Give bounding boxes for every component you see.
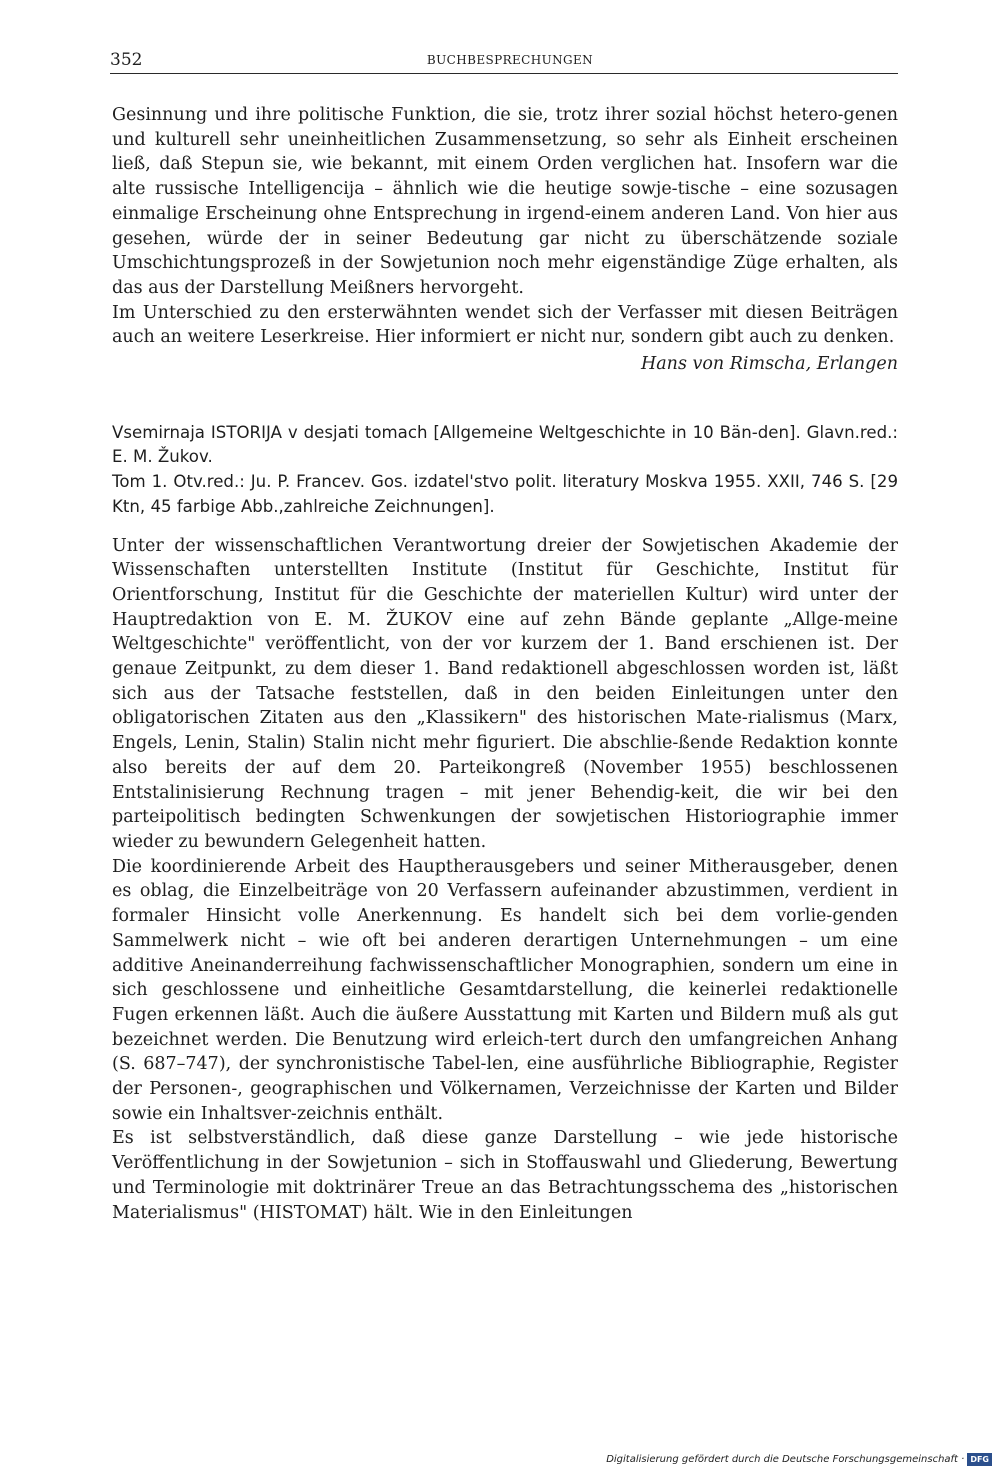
page-content [112, 103, 898, 1225]
review2-paragraph-3: Es ist selbstverständlich, daß diese ganze Darstellung – wie jede historische Veröffentlichung in der Sowjetunion – sich in Stoffauswahl und Gliederung, Bewertung und Terminologie mit doktrinärer Treue an das Betrachtungsschema des „historischen Materialismus" (HISTOMAT) hält. Wie in den Einleitungen [112, 1128, 898, 1223]
footer-credit-text: Digitalisierung gefördert durch die Deutsche Forschungsgemeinschaft · [606, 1454, 965, 1465]
review2-paragraph-2: Die koordinierende Arbeit des Hauptherausgebers und seiner Mitherausgeber, denen es oblag, die Einzelbeiträge von 20 Verfassern aufeinander abzustimmen, verdient in formaler Hinsicht volle Anerkennung. Es handelt sich bei dem vorlie-genden Sammelwerk nicht – wie oft bei anderen derartigen Unternehmungen – um eine additive Aneinanderreihung fachwissenschaftlicher Monographien, sondern um eine in sich geschlossene und einheitliche Gesamtdarstellung, die keinerlei redaktionelle Fugen erkennen läßt. Auch die äußere Ausstattung mit Karten und Bildern muß als gut bezeichnet werden. Die Benutzung wird erleich-tert durch den umfangreichen Anhang (S. 687–747), der synchronistische Tabel-len, eine ausführliche Bibliographie, Register der Personen-, geographischen und Völkernamen, Verzeichnisse der Karten und Bilder sowie ein Inhaltsver-zeichnis enthält. [112, 856, 898, 1124]
running-head: BUCHBESPRECHUNGEN [426, 53, 594, 67]
citation-publication-line: Tom 1. Otv.red.: Ju. P. Francev. Gos. izdatel'stvo polit. literatury Moskva 1955. XXII, 746 S. [29 Ktn, 45 farbige Abb.,zahlreiche Zeichnungen]. [112, 472, 898, 516]
reviewer-signature: Hans von Rimscha, Erlangen [640, 354, 898, 375]
digitization-footer [606, 1453, 992, 1466]
header-rule [110, 73, 898, 74]
review2-paragraph-1: Unter der wissenschaftlichen Verantwortung dreier der Sowjetischen Akademie der Wissenschaften unterstellten Institute (Institut für Geschichte, Institut für Orientforschung, Institut für die Geschichte der materiellen Kultur) wird unter der Hauptredaktion von E. M. ŽUKOV eine auf zehn Bände geplante „Allge-meine Weltgeschichte" veröffentlicht, von der vor kurzem der 1. Band erschienen ist. Der genaue Zeitpunkt, zu dem dieser 1. Band redaktionell abgeschlossen worden ist, läßt sich aus der Tatsache feststellen, daß in den beiden Einleitungen unter den obligatorischen Zitaten aus den „Klassikern" des historischen Mate-rialismus (Marx, Engels, Lenin, Stalin) Stalin nicht mehr figuriert. Die abschlie-ßende Redaktion konnte also bereits der auf dem 20. Parteikongreß (November 1955) beschlossenen Entstalinisierung Rechnung tragen – mit jener Behendig-keit, die wir bei den parteipolitisch bedingten Schwenkungen der sowjetischen Historiographie immer wieder zu bewundern Gelegenheit hatten. [112, 535, 898, 852]
citation-title-line: Vsemirnaja ISTORIJA v desjati tomach [Allgemeine Weltgeschichte in 10 Bän-den]. Glavn.red.: E. M. Žukov. [112, 422, 898, 467]
review1-closing-paragraph: Im Unterschied zu den ersterwähnten wendet sich der Verfasser mit diesen Beiträgen auch an weitere Leserkreise. Hier informiert er nicht nur, sondern gibt auch zu denken. [112, 302, 898, 348]
review1-continuation-paragraph: Gesinnung und ihre politische Funktion, die sie, trotz ihrer sozial höchst hetero-genen und kulturell sehr uneinheitlichen Zusammensetzung, so sehr als Einheit erscheinen ließ, daß Stepun sie, wie bekannt, mit einem Orden verglichen hat. Insofern war die alte russische Intelligencija – ähnlich wie die heutige sowje-tische – eine sozusagen einmalige Erscheinung ohne Entsprechung in irgend-einem anderen Land. Von hier aus gesehen, würde der in seiner Bedeutung gar nicht zu überschätzende soziale Umschichtungsprozeß in der Sowjetunion noch mehr eigenständige Züge erhalten, als das aus der Darstellung Meißners hervorgeht. [112, 105, 898, 298]
dfg-logo: DFG [967, 1453, 992, 1466]
book-citation [112, 421, 898, 520]
page-number: 352 [110, 50, 143, 70]
